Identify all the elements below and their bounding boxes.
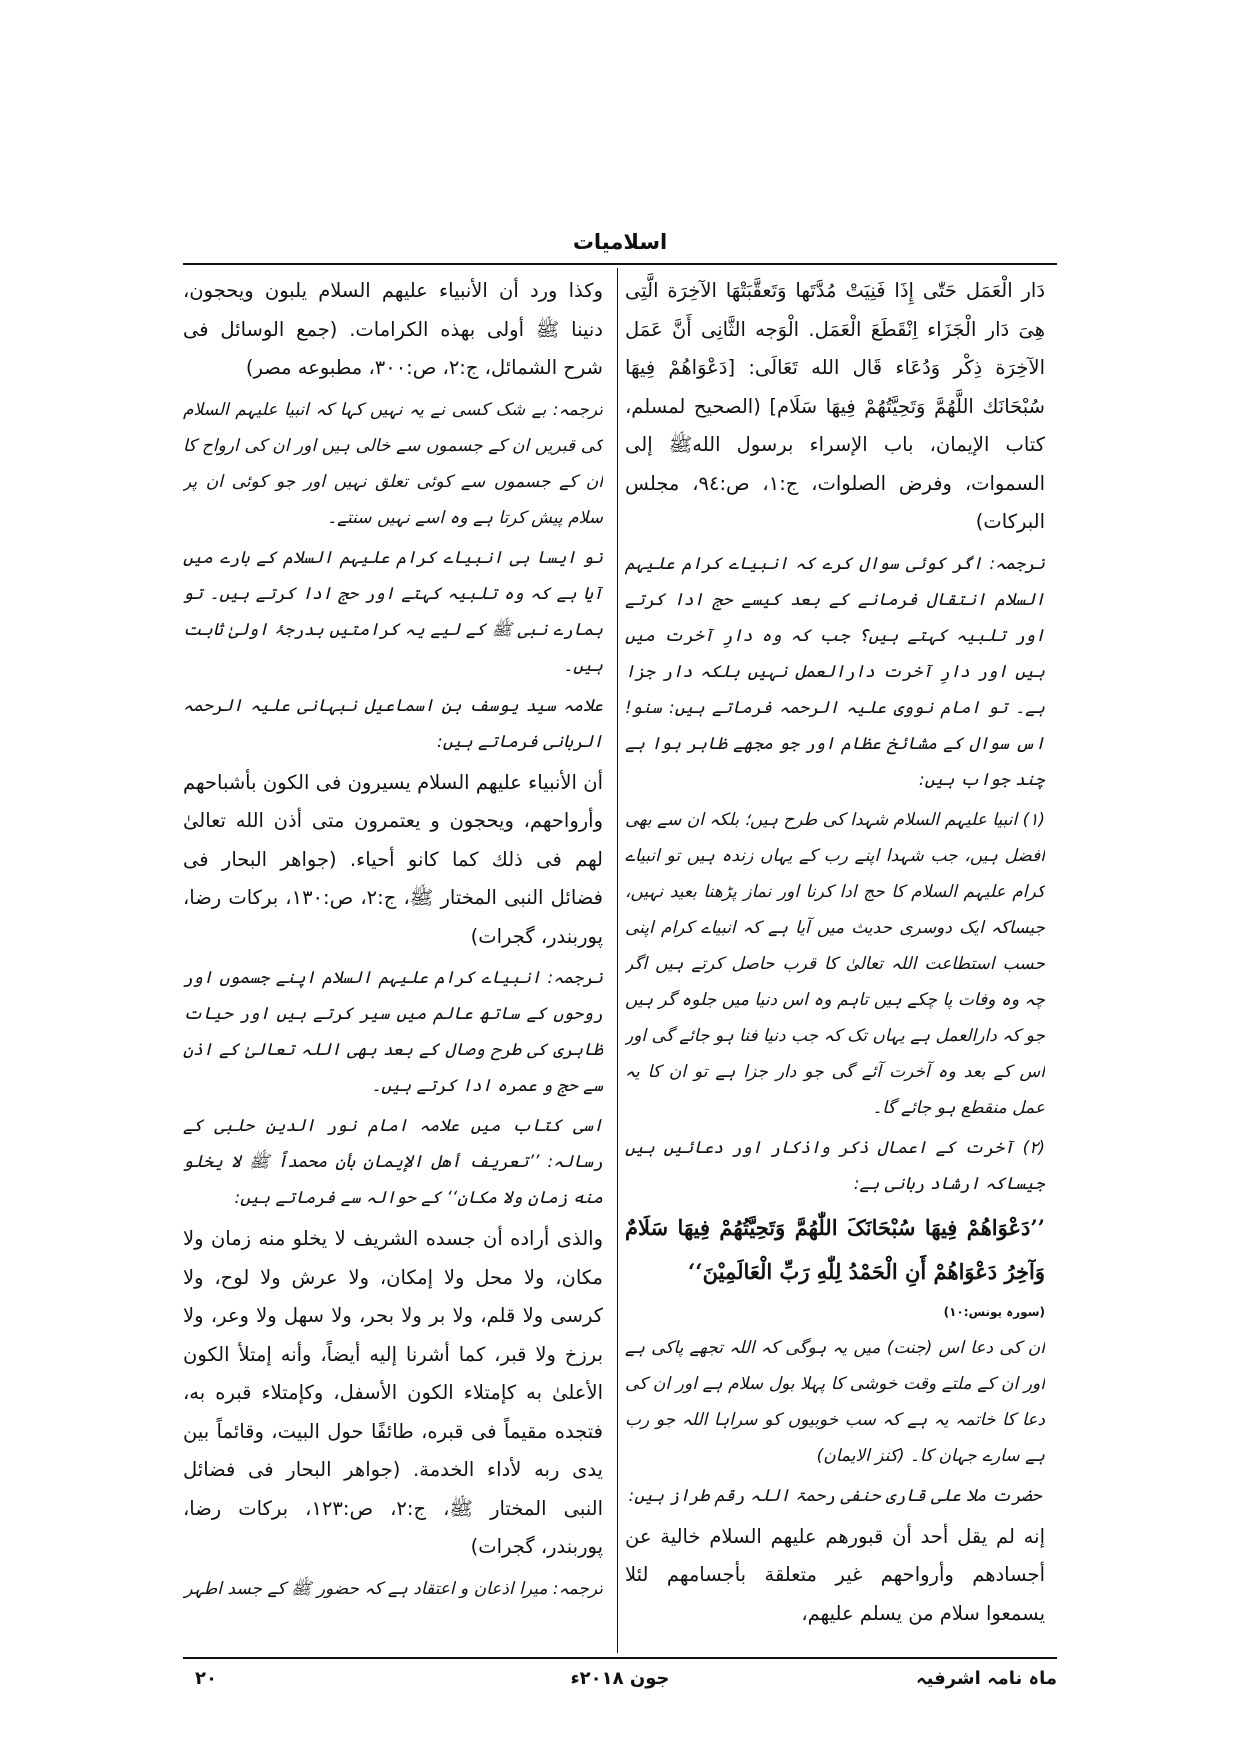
arabic-paragraph: وکذا ورد أن الأنبیاء علیهم السلام یلبون ویحجون، دنینا ﷺ أولی بهذه الکرامات. (جمع الوسائل فی شرح الشمائل، ج:٢، ص:٣٠٠، مطبوعه مصر) [183, 279, 603, 379]
header-rule [183, 263, 1057, 265]
column-divider [617, 268, 618, 1653]
left-column [183, 272, 603, 1652]
urdu-paragraph: ان کی دعا اس (جنت) میں یہ ہوگی کہ اللہ تجھے پاکی ہے اور ان کے ملتے وقت خوشی کا پہلا بول سلام ہے اور ان کی دعا کا خاتمہ یہ ہے کہ سب خوبیوں کو سراہا اللہ جو رب ہے سارے جہان کا۔ (کنز الایمان) [625, 1337, 1045, 1466]
urdu-translation: ترجمہ: میرا اذعان و اعتقاد ہے کہ حضور ﷺ کے جسد اطہر [184, 1578, 603, 1599]
issue-date: جون ۲۰۱۸ء [570, 1668, 670, 1689]
quote-intro: حضرت ملا علی قاری حنفی رحمۃ اللہ رقم طراز ہیں: [628, 1485, 1042, 1506]
urdu-paragraph: (۲) آخرت کے اعمال ذکر واذکار اور دعائیں ہیں جیساکہ ارشاد ربانی ہے: [625, 1137, 1045, 1194]
verse-reference: (سورہ یونس:١٠) [943, 1304, 1045, 1319]
urdu-paragraph: (۱) انبیا علیہم السلام شہدا کی طرح ہیں؛ بلکہ ان سے بھی افضل ہیں، جب شہدا اپنے رب کے یہاں زندہ ہیں تو انبیاے کرام علیہم السلام کا حج ادا کرنا اور نماز پڑھنا بعید نہیں، جیساکہ ایک دوسری حدیث میں آیا ہے کہ انبیاے کرام اپنی حسب استطاعت اللہ تعالیٰ کا قرب حاصل کرتے ہیں اگر چہ وہ وفات پا چکے ہیں تاہم وہ اس دنیا میں جلوہ گر ہیں جو کہ دارالعمل ہے یہاں تک کہ جب دنیا فنا ہو جائے گی اور اس کے بعد وہ آخرت آئے گی جو دار جزا ہے تو ان کا یہ عمل منقطع ہو جائے گا۔ [625, 809, 1045, 1118]
urdu-translation: ترجمہ: اگر کوئی سوال کرے کہ انبیاے کرام علیہم السلام انتقال فرمانے کے بعد کیسے حج ادا کرتے اور تلبیہ کہتے ہیں؟ جب کہ وہ دارِ آخرت میں ہیں اور دارِ آخرت دارالعمل نہیں بلکہ دار جزا ہے۔ تو امام نووی علیہ الرحمہ فرماتے ہیں: سنو! اس سوال کے مشائخ عظام اور جو مجھے ظاہر ہوا ہے چند جواب ہیں: [625, 553, 1045, 790]
urdu-translation: ترجمہ: انبیاے کرام علیہم السلام اپنے جسموں اور روحوں کے ساتھ عالم میں سیر کرتے ہیں اور حیات ظاہری کی طرح وصال کے بعد بھی اللہ تعالیٰ کے اذن سے حج و عمرہ ادا کرتے ہیں۔ [183, 968, 603, 1096]
footer-rule [183, 1657, 1057, 1659]
page-number: ۲۰ [195, 1668, 217, 1689]
right-column [625, 272, 1045, 1652]
arabic-paragraph: دَار الْعَمَل حَتّٰی إِذَا فَنِیَتْ مُدَّتَها وَتَعقَّبَتْهَا الآخِرَة الَّتِی هِیَ دَار الْجَزَاء اِنْقَطَعَ الْعَمَل. الْوَجه الثَّانِی أَنَّ عَمَل الآخِرَة ذِکْر وَدُعَاء قَال الله تَعَالَی: [دَعْوَاهُمْ فِیهَا سُبْحَانَك اللَّهُمَّ وَتَحِیَّتُهُمْ فِیهَا سَلَام] (الصحیح لمسلم، کتاب الإیمان، باب الإسراء برسول اللهﷺ إلی السموات، وفرض الصلوات، ج:١، ص:٩٤، مجلس البرکات) [625, 279, 1045, 533]
arabic-paragraph: إنه لم یقل أحد أن قبورهم علیهم السلام خالیة عن أجسادهم وأرواحهم غیر متعلقة بأجسامهم لئلا یسمعوا سلام من یسلم علیهم، [625, 1524, 1045, 1625]
urdu-paragraph: اسی کتاب میں علامہ امام نور الدین حلبی کے رسالہ: ’’تعریف أهل الإیمان بأن محمداً ﷺ لا یخلو منه زمان ولا مکان‘‘ کے حوالہ سے فرماتے ہیں: [183, 1116, 603, 1208]
quran-verse: ’’دَعْوَاهُمْ فِیهَا سُبْحَانَکَ اللّٰهُمَّ وَتَحِیَّتُهُمْ فِیهَا سَلَامٌ وَآخِرُ دَعْوَاهُمْ أَنِ الْحَمْدُ لِلّٰهِ رَبِّ الْعَالَمِیْنَ‘‘ [625, 1214, 1045, 1284]
arabic-paragraph: أن الأنبیاء علیهم السلام یسیرون فی الکون بأشباحهم وأرواحهم، ویحجون و یعتمرون متی أذن الله تعالیٰ لهم فی ذلك کما کانو أحیاء. (جواهر البحار فی فضائل النبی المختار ﷺ، ج:٢، ص:١٣٠، برکات رضا، پوربندر، گجرات) [183, 770, 603, 948]
page-header: اسلامیات [572, 230, 668, 254]
urdu-translation: ترجمہ: بے شک کسی نے یہ نہیں کہا کہ انبیا علیہم السلام کی قبریں ان کے جسموں سے خالی ہیں اور ان کی ارواح کا ان کے جسموں سے کوئی تعلق نہیں اور جو کوئی ان پر سلام پیش کرتا ہے وہ اسے نہیں سنتے۔ [183, 399, 603, 528]
arabic-paragraph: والذی أراده أن جسده الشریف لا یخلو منه زمان ولا مکان، ولا محل ولا إمکان، ولا عرش ولا لوح، ولا کرسی ولا قلم، ولا بر ولا بحر، ولا سهل ولا وعر، ولا برزخ ولا قبر، کما أشرنا إلیه أیضاً، وأنه إمتلأ الکون الأعلیٰ به کإمتلاء الکون الأسفل، وکإمتلاء قبره به، فتجده مقیماً فی قبره، طائفًا حول البیت، وقائماً بین یدی ربه لأداء الخدمة. (جواهر البحار فی فضائل النبی المختار ﷺ، ج:٢، ص:١٢٣، برکات رضا، پوربندر، گجرات) [183, 1227, 603, 1558]
magazine-name: ماہ نامہ اشرفیہ [916, 1668, 1057, 1689]
urdu-paragraph: تو ایسا ہی انبیاے کرام علیہم السلام کے بارے میں آیا ہے کہ وہ تلبیہ کہتے اور حج ادا کرتے ہیں۔ تو ہمارے نبی ﷺ کے لیے یہ کرامتیں بدرجۂ اولیٰ ثابت ہیں۔ [183, 547, 603, 676]
quote-intro: علامہ سید یوسف بن اسماعیل نبہانی علیہ الرحمہ الربانی فرماتے ہیں: [183, 695, 603, 752]
